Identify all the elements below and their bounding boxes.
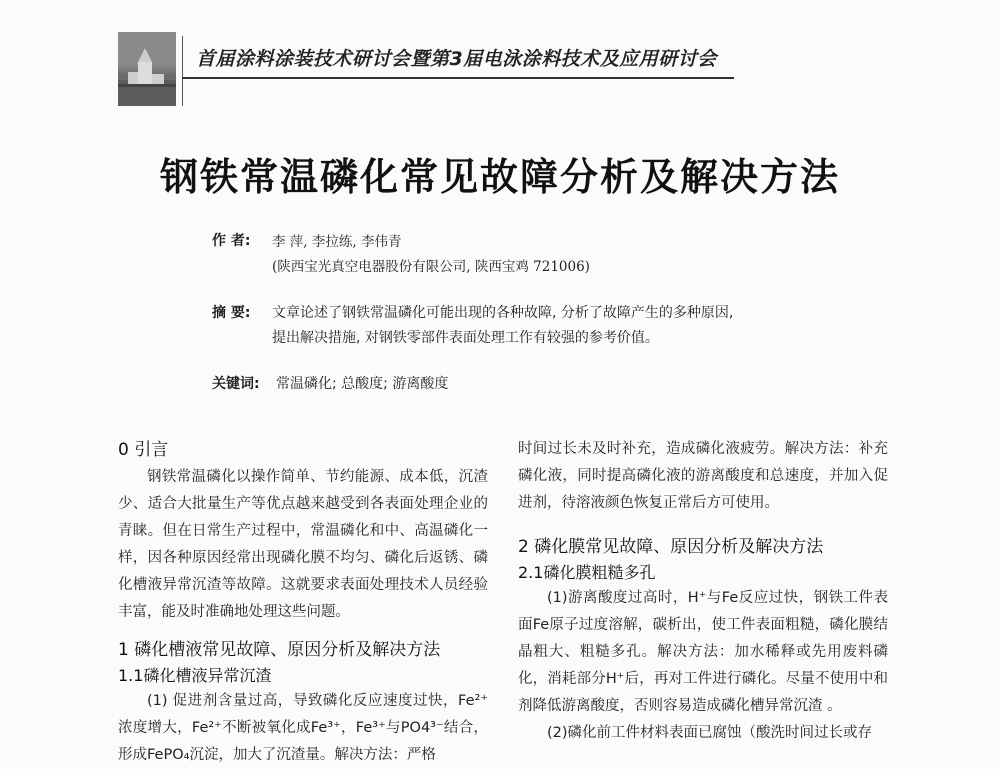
header-photo bbox=[118, 32, 176, 106]
abstract-line-2: 提出解决措施, 对钢铁零部件表面处理工作有较强的参考价值。 bbox=[272, 330, 659, 346]
abstract-label: 摘 要: bbox=[212, 305, 251, 321]
paper-title: 钢铁常温磷化常见故障分析及解决方法 bbox=[159, 155, 840, 199]
section-0-heading: 0 引言 bbox=[118, 440, 169, 460]
left-column bbox=[118, 436, 488, 769]
authors-label: 作 者: bbox=[212, 233, 251, 249]
keywords-label: 关键词: bbox=[212, 376, 260, 392]
header-underline bbox=[182, 77, 734, 79]
abstract-line-1: 文章论述了钢铁常温磷化可能出现的各种故障, 分析了故障产生的多种原因, bbox=[272, 305, 734, 321]
section-1-heading: 1 磷化槽液常见故障、原因分析及解决方法 bbox=[118, 640, 441, 660]
section-2-1-paragraph-2: (2)磷化前工件材料表面已腐蚀（酸洗时间过长或存 bbox=[547, 725, 873, 741]
section-1-1-paragraph: (1) 促进剂含量过高，导致磷化反应速度过快，Fe²⁺浓度增大，Fe²⁺不断被氧化成Fe³⁺，Fe³⁺与PO4³⁻结合，形成FePO₄沉淀，加大了沉渣量。解决方法：严格 bbox=[118, 693, 488, 763]
right-column bbox=[518, 436, 888, 747]
continued-paragraph: 时间过长未及时补充，造成磷化液疲劳。解决方法：补充磷化液，同时提高磷化液的游离酸度和总速度，并加入促进剂，待溶液颜色恢复正常后方可使用。 bbox=[518, 441, 888, 511]
author-affiliation: (陕西宝光真空电器股份有限公司, 陕西宝鸡 721006) bbox=[272, 259, 590, 275]
keywords-text: 常温磷化; 总酸度; 游离酸度 bbox=[276, 376, 449, 392]
section-1-1-heading: 1.1磷化槽液异常沉渣 bbox=[118, 666, 272, 685]
section-2-heading: 2 磷化膜常见故障、原因分析及解决方法 bbox=[518, 537, 824, 557]
header-vertical-rule bbox=[182, 36, 183, 106]
conference-header: 首届涂料涂装技术研讨会暨第3届电泳涂料技术及应用研讨会 bbox=[196, 48, 717, 70]
section-0-paragraph: 钢铁常温磷化以操作简单、节约能源、成本低，沉渣少、适合大批量生产等优点越来越受到各表面处理企业的青睐。但在日常生产过程中，常温磷化和中、高温磷化一样，因各种原因经常出现磷化膜不均匀、磷化后返锈、磷化槽液异常沉渣等故障。这就要求表面处理技术人员经验丰富，能及时准确地处理这些问题。 bbox=[118, 469, 488, 620]
church-illustration bbox=[118, 32, 176, 106]
author-names: 李 萍, 李拉练, 李伟青 bbox=[272, 234, 402, 250]
section-2-1-paragraph: (1)游离酸度过高时，H⁺与Fe反应过快，钢铁工件表面Fe原子过度溶解，碳析出，使工件表面粗糙，磷化膜结晶粗大、粗糙多孔。解决方法：加水稀释或先用废料磷化，消耗部分H⁺后，再对工件进行磷化。尽量不使用中和剂降低游离酸度，否则容易造成磷化槽异常沉渣 。 bbox=[518, 590, 888, 714]
section-2-1-heading: 2.1磷化膜粗糙多孔 bbox=[518, 563, 656, 582]
